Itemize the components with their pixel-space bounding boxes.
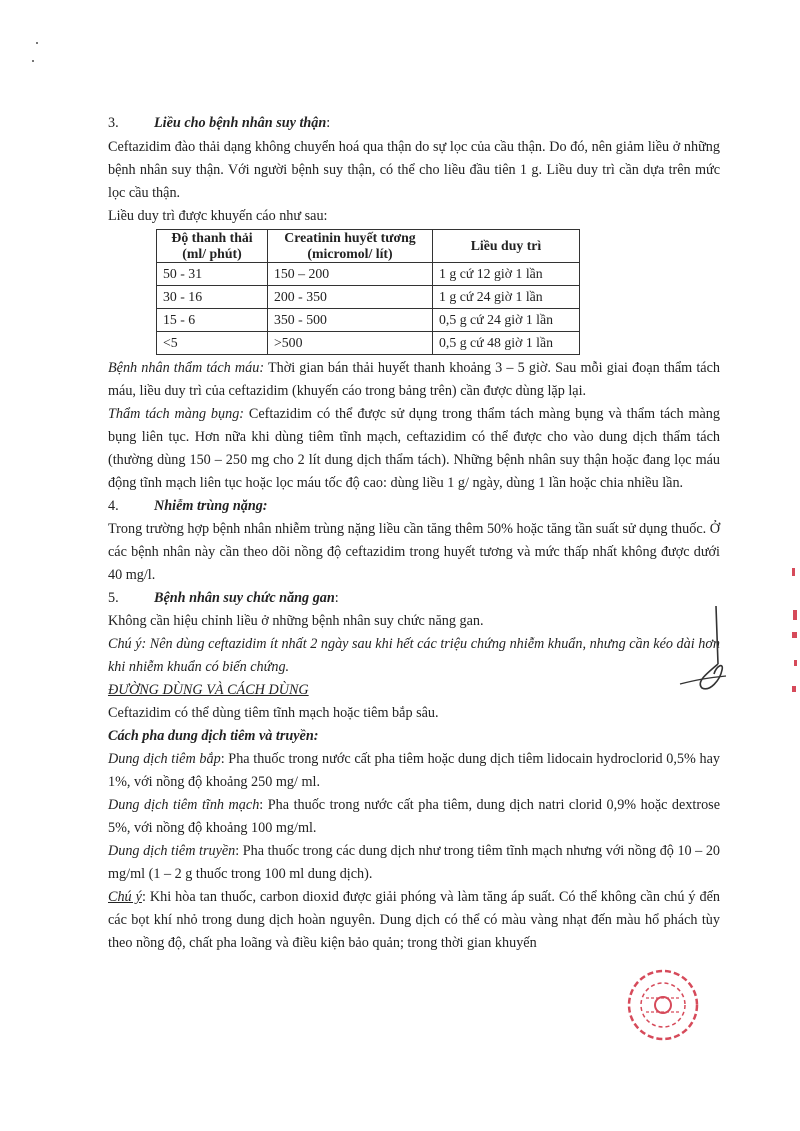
section-4-body: Trong trường hợp bệnh nhân nhiễm trùng nặng liều cần tăng thêm 50% hoặc tăng tần suất sử dụng thuốc. Ở các bệnh nhân này cần theo dõi nồng độ ceftazidim trong huyết tương và mức thấp nhất không được dưới 40 mg/l. — [108, 521, 720, 583]
section-number: 3. — [108, 115, 119, 131]
section-title: Liều cho bệnh nhân suy thận — [154, 115, 327, 131]
scan-speck — [32, 60, 34, 62]
note2-paragraph: Chú ý: Khi hòa tan thuốc, carbon dioxid được giải phóng và làm tăng áp suất. Có thể không cần chú ý đến các bọt khí nhỏ trong dung dịch hoàn nguyên. Dung dịch có thể có màu vàng nhạt đến màu hổ phách tùy theo nồng độ, chất pha loãng và điều kiện bảo quản; trong thời gian khuyến — [108, 889, 720, 951]
note-paragraph: Chú ý: Nên dùng ceftazidim ít nhất 2 ngày sau khi hết các triệu chứng nhiễm khuẩn, nhưng cần kéo dài hơn khi nhiễm khuẩn có biến chứng. — [108, 636, 720, 675]
table-row: 50 - 31 150 – 200 1 g cứ 12 giờ 1 lần — [157, 263, 580, 286]
im-paragraph: Dung dịch tiêm bắp: Pha thuốc trong nước cất pha tiêm hoặc dung dịch tiêm lidocain hydroclorid 0,5% hay 1%, với nồng độ khoảng 250 mg/ ml. — [108, 751, 720, 790]
section-5-body: Không cần hiệu chỉnh liều ở những bệnh nhân suy chức năng gan. — [108, 613, 484, 629]
route-body: Ceftazidim có thể dùng tiêm tĩnh mạch hoặc tiêm bắp sâu. — [108, 705, 439, 721]
dialysis-paragraph: Bệnh nhân thẩm tách máu: Thời gian bán thải huyết thanh khoảng 3 – 5 giờ. Sau mỗi giai đoạn thẩm tách máu, liều duy trì của ceftazidim (khuyến cáo trong bảng trên) cần được dùng lặp lại. — [108, 360, 720, 399]
prep-heading: Cách pha dung dịch tiêm và truyền: — [108, 728, 319, 744]
table-row: <5 >500 0,5 g cứ 48 giờ 1 lần — [157, 332, 580, 355]
section-5-heading: 5. Bệnh nhân suy chức năng gan: — [108, 590, 339, 606]
section-3-body: Ceftazidim đào thải dạng không chuyển hoá qua thận do sự lọc của cầu thận. Do đó, nên giảm liều ở những bệnh nhân suy thận. Với người bệnh suy thận, có thể cho liều đầu tiên 1 g. Liều duy trì cần dựa trên mức lọc cầu thận. — [108, 139, 720, 201]
table-header: Creatinin huyết tương (micromol/ lít) — [268, 230, 433, 263]
section-3-heading: 3. Liều cho bệnh nhân suy thận: — [108, 112, 720, 135]
peritoneal-paragraph: Thẩm tách màng bụng: Ceftazidim có thể được sử dụng trong thẩm tách màng bụng và thẩm tách màng bụng liên tục. Hơn nữa khi dùng tiêm tĩnh mạch, ceftazidim có thể được cho vào dung dịch thẩm tách (thường dùng 150 – 250 mg cho 2 lít dung dịch thẩm tách). Những bệnh nhân suy thận hoặc đang lọc máu động tĩnh mạch liên tục hoặc lọc máu tốc độ cao: dùng liều 1 g/ ngày, dùng 1 lần hoặc chia nhiều lần. — [108, 406, 720, 491]
dosage-table — [156, 229, 580, 355]
iv-paragraph: Dung dịch tiêm tĩnh mạch: Pha thuốc trong nước cất pha tiêm, dung dịch natri clorid 0,9% hoặc dextrose 5%, với nồng độ khoảng 100 mg/ml. — [108, 797, 720, 836]
table-row: 30 - 16 200 - 350 1 g cứ 24 giờ 1 lần — [157, 286, 580, 309]
signature-mark — [676, 604, 736, 694]
table-header: Liều duy trì — [433, 230, 580, 263]
document-page — [108, 112, 720, 955]
scan-speck — [36, 42, 38, 44]
table-header: Độ thanh thải (ml/ phút) — [157, 230, 268, 263]
table-row: 15 - 6 350 - 500 0,5 g cứ 24 giờ 1 lần — [157, 309, 580, 332]
infusion-paragraph: Dung dịch tiêm truyền: Pha thuốc trong các dung dịch như trong tiêm tĩnh mạch nhưng với nồng độ 10 – 20 mg/ml (1 – 2 g thuốc trong 100 ml dung dịch). — [108, 843, 721, 882]
section-4-heading: 4. Nhiễm trùng nặng: — [108, 498, 268, 514]
company-seal-stamp — [626, 968, 700, 1042]
route-heading: ĐƯỜNG DÙNG VÀ CÁCH DÙNG — [108, 682, 309, 698]
edge-stamp-marks — [788, 560, 800, 700]
table-intro: Liều duy trì được khuyến cáo như sau: — [108, 208, 328, 224]
